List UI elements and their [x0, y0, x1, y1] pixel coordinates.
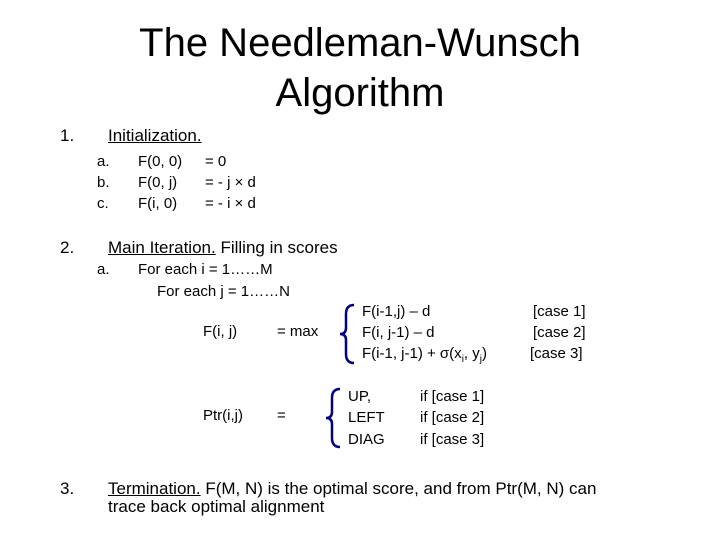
step1-item-c-letter: c. — [97, 195, 109, 212]
step1-item-a-letter: a. — [97, 153, 110, 170]
step1-item-b-lhs: F(0, j) — [138, 174, 178, 191]
step1-label: Initialization. — [108, 126, 202, 145]
ptr-left: LEFT — [348, 409, 385, 426]
step2-sub-letter: a. — [97, 261, 110, 278]
case2-expr: F(i, j-1) – d — [362, 324, 435, 341]
case3-expr — [362, 345, 487, 365]
step2-label: Main Iteration. — [108, 238, 216, 257]
loop-j: For each j = 1……N — [157, 283, 290, 300]
step2-heading — [108, 238, 338, 258]
step1-item-b-letter: b. — [97, 174, 110, 191]
ptr-lhs: Ptr(i,j) — [203, 407, 243, 424]
case2-label: [case 2] — [533, 324, 586, 341]
pointer-brace — [324, 386, 346, 450]
case3-expr-mid: , y — [463, 345, 480, 362]
recurrence-lhs: F(i, j) — [203, 323, 238, 340]
step3-text-rest: F(M, N) is the optimal score, and from Ptr(M, N) can — [200, 479, 597, 498]
step2-number: 2. — [60, 238, 75, 257]
step2-label-rest: Filling in scores — [215, 238, 338, 257]
recurrence-brace — [338, 302, 360, 366]
step1-item-a-rhs: = 0 — [205, 153, 227, 170]
step1-number: 1. — [60, 126, 75, 145]
case3-expr-pre: F(i-1, j-1) + σ(x — [362, 345, 462, 362]
ptr-diag: DIAG — [348, 431, 385, 448]
ptr-eq: = — [277, 407, 286, 424]
step1-item-b-rhs: = - j × d — [205, 174, 256, 191]
ptr-cond3: if [case 3] — [420, 431, 485, 448]
step3-line2: trace back optimal alignment — [108, 497, 325, 516]
ptr-cond1: if [case 1] — [420, 388, 485, 405]
slide-title-line1: The Needleman-Wunsch — [139, 21, 581, 65]
step1-item-a-lhs: F(0, 0) — [138, 153, 183, 170]
case1-label: [case 1] — [533, 303, 586, 320]
ptr-cond2: if [case 2] — [420, 409, 485, 426]
case1-expr: F(i-1,j) – d — [362, 303, 431, 320]
step1-item-c-lhs: F(i, 0) — [138, 195, 178, 212]
step3-label: Termination. — [108, 479, 201, 498]
case3-sub-i: i — [461, 354, 464, 365]
step3-number: 3. — [60, 479, 75, 498]
case3-expr-post: ) — [482, 345, 487, 362]
case3-label: [case 3] — [530, 345, 583, 362]
recurrence-eq: = max — [277, 323, 319, 340]
step1-item-c-rhs: = - i × d — [205, 195, 256, 212]
loop-i: For each i = 1……M — [138, 261, 273, 278]
step3-line1 — [108, 479, 596, 499]
slide-title-line2: Algorithm — [275, 71, 445, 115]
case3-sub-j: j — [479, 354, 482, 365]
ptr-up: UP, — [348, 388, 372, 405]
